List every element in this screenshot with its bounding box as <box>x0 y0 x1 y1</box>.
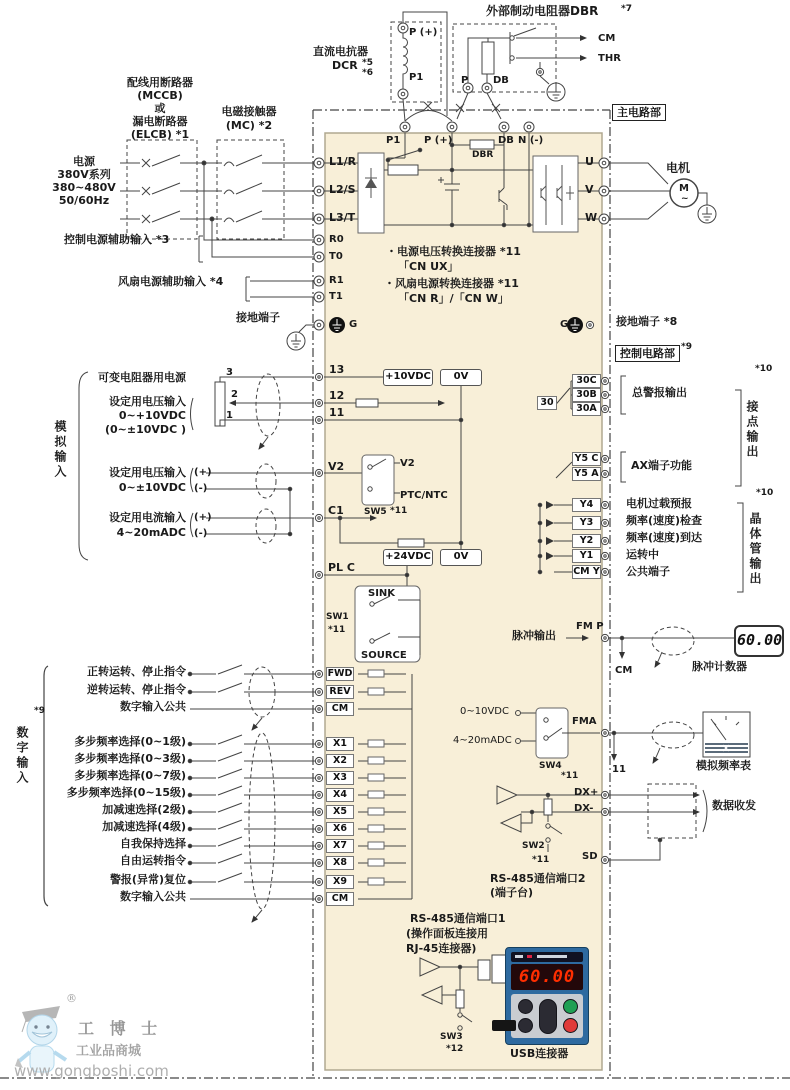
terminal-y5a: Y5 A <box>572 467 601 481</box>
stop-button[interactable] <box>563 1018 578 1033</box>
rs485-port1-label2: (操作面板连接用 <box>406 927 489 940</box>
connector-note-2b: 「CN R」/「CN W」 <box>398 292 509 305</box>
terminal-p1-top: P1 <box>386 135 401 146</box>
terminal-y2: Y2 <box>572 534 601 548</box>
keypad-panel <box>505 947 589 1045</box>
usb-connector-label: USB连接器 <box>510 1047 569 1060</box>
keypad-led <box>515 955 523 958</box>
keypad-display: 60.00 <box>511 964 583 990</box>
data-rw-label: 数据收发 <box>712 799 756 812</box>
v2-minus: (-) <box>194 483 208 494</box>
digital-label-x2: 多步频率选择(0~3级) <box>74 752 186 765</box>
v2-line1: 设定用电压输入 <box>109 466 186 479</box>
contact-output-note: *10 <box>755 364 773 374</box>
pulse-counter-label: 脉冲计数器 <box>692 660 747 673</box>
zerov-box-1: 0V <box>440 369 482 386</box>
dcr-p1-label: P1 <box>409 72 424 83</box>
y-label-common: 公共端子 <box>626 565 670 578</box>
ref-11-label: 11 <box>612 764 626 775</box>
brand-name: 工 博 士 <box>78 1019 163 1038</box>
main-circuit-section-label: 主电路部 <box>612 104 666 121</box>
terminal-x2: X2 <box>326 754 354 768</box>
v2-line2: 0~±10VDC <box>118 481 186 494</box>
sw2-note: *11 <box>532 855 550 865</box>
dbr-p-label: P <box>461 75 469 86</box>
dcr-note2: *6 <box>362 68 373 78</box>
rs485-port1-label3: RJ-45连接器) <box>406 942 477 955</box>
v2-plus: (+) <box>194 467 212 478</box>
sw1-sink-label: SINK <box>368 588 396 599</box>
digital-label-x1: 多步频率选择(0~1级) <box>74 735 186 748</box>
external-dbr <box>453 24 586 119</box>
motor-m: M <box>679 183 689 194</box>
digital-label-fwd: 正转运转、停止指令 <box>87 665 186 678</box>
terminal-y1: Y1 <box>572 549 601 563</box>
registered-mark: ® <box>66 992 77 1005</box>
terminal-y4: Y4 <box>572 498 601 512</box>
brand-tagline: 工业品商城 <box>76 1044 142 1059</box>
analog-meter-label: 模拟频率表 <box>696 759 751 772</box>
keypad-led-red <box>527 955 532 958</box>
terminal-r0: R0 <box>329 234 344 245</box>
fma-output <box>516 708 751 763</box>
terminal-30c: 30C <box>572 374 601 388</box>
plus10vdc-box: +10VDC <box>383 369 433 386</box>
ground-screw-left <box>329 317 345 333</box>
ext-dbr-note: *7 <box>621 4 632 14</box>
sw5-pos-ptc: PTC/NTC <box>400 490 448 501</box>
terminal-l1r: L1/R <box>329 155 357 168</box>
terminal-g-left: G <box>349 319 358 330</box>
terminal-n-top: N (-) <box>518 135 544 146</box>
digital-label-cm2: 数字输入公共 <box>120 890 186 903</box>
usb-cable <box>492 1020 516 1031</box>
terminal-x1: X1 <box>326 737 354 751</box>
terminal-x6: X6 <box>326 822 354 836</box>
plus24vdc-box: +24VDC <box>383 549 433 566</box>
dbr-internal-label: DBR <box>472 150 494 160</box>
dcr-title: 直流电抗器 <box>313 45 368 58</box>
sw5-note: *11 <box>390 506 408 516</box>
keypad-led-strip <box>537 955 567 958</box>
ground-symbol-left <box>287 332 305 350</box>
terminal-plc: PL C <box>328 561 355 574</box>
pulse-output-label: 脉冲输出 <box>512 629 556 642</box>
v1-line2: 0~+10VDC <box>118 409 186 422</box>
terminal-rev: REV <box>326 685 354 699</box>
sw1-source-label: SOURCE <box>361 650 407 661</box>
contact-output-group: 接点输出 <box>745 400 759 460</box>
dcr-pplus-label: P (+) <box>409 27 438 38</box>
transistor-output-note: *10 <box>756 488 774 498</box>
terminal-w: W <box>585 211 598 224</box>
watermark <box>14 992 194 1087</box>
sw1-note: *11 <box>328 625 346 635</box>
c1-line1: 设定用电流输入 <box>109 511 186 524</box>
digital-group-label: 数字输入 <box>15 726 29 786</box>
ground-screw-right <box>567 317 583 333</box>
v1-line1: 设定用电压输入 <box>109 395 186 408</box>
analog-group-label: 模拟输入 <box>53 420 67 480</box>
v1-line3: (0~±10VDC ) <box>105 423 186 436</box>
y-label-running: 运转中 <box>626 548 659 561</box>
terminal-cm1: CM <box>326 702 354 716</box>
alarm-output-label: 总警报输出 <box>632 386 687 399</box>
terminal-30a: 30A <box>572 402 601 416</box>
digital-label-rev: 逆转运转、停止指令 <box>87 683 186 696</box>
digital-group-note: *9 <box>34 706 45 716</box>
relay-coil-30: 30 <box>537 396 557 410</box>
rs485-port2-label: RS-485通信端口2 <box>490 872 586 885</box>
terminal-x9: X9 <box>326 875 354 889</box>
wiring-diagram-page: 直流电抗器 DCR *5 *6 P (+) P1 外部制动电阻器DBR *7 CM THR P DB 配线用断路器 (MCCB) 或 漏电断路器 (ELCB) *1 电磁接触器 (MC) *2 电源 380V系列 380~480V 50/60Hz 控制电源辅助输入 *3 风扇电源辅助输入 *4 接地端子 L1/R L2/S L3/T R0 T0 R1 T1 G G P1 P (+) DBR DB N (-) U V W 主电路部 电机 M ~ 接地端子 *8 控制电路部 *9 ・电源电压转换连接器 *11 「CN UX」 ・风扇电源转换连接器 *11 「CN R」/「CN W」 可变电阻器用电源 设定用电压输入 0~+10VDC (0~±10VDC ) 模拟输入 设定用电压输入 0~±10VDC (+) (-) 设定用电流输入 4~20mADC (+) (-) 3 2 1 13 12 11 +10VDC 0V V2 V2 PTC/NTC SW5 *11 C1 +24VDC 0V PL C SINK SOURCE SW1 *11 *9 数字输入 正转运转、停止指令 逆转运转、停止指令 数字输入公共 多步频率选择(0~1级) 多步频率选择(0~3级) 多步频率选择(0~7级) 多步频率选择(0~15级) 加减速选择(2级) 加减速选择(4级) 自我保持选择 自由运转指令 警报(异常)复位 数字输入公共 FWD REV CM X1 X2 X3 X4 X5 X6 X7 X8 X9 CM 30 30C 30B 30A 总警报输出 接点输出 *10 Y5 C Y5 A AX端子功能 Y4 Y3 Y2 Y1 CM Y 电机过载预报 频率(速度)检查 频率(速度)到达 运转中 公共端子 晶体管输出 *10 脉冲输出 FM P 60.00 脉冲计数器 CM 0~10VDC 4~20mADC SW4 *11 FMA 模拟频率表 11 DX+ DX- SD SW2 *11 RS-485通信端口2 (端子台) 数据收发 RS-485通信端口1 (操作面板连接用 RJ-45连接器) SW3 *12 60.00 USB连接器 ® 工 博 士 工业品商城 www.gongboshi.com <box>0 0 790 1090</box>
terminal-fwd: FWD <box>327 668 353 679</box>
c1-plus: (+) <box>194 512 212 523</box>
y-label-freq-check: 频率(速度)检查 <box>626 514 703 527</box>
sw1-label: SW1 <box>326 612 349 622</box>
terminal-g-right: G <box>560 319 569 330</box>
terminal-sd: SD <box>582 851 598 862</box>
sw4-note: *11 <box>561 771 579 781</box>
fma-volt-option: 0~10VDC <box>460 706 509 717</box>
terminal-r1: R1 <box>329 275 344 286</box>
y-label-overload: 电机过载预报 <box>626 497 692 510</box>
connector-note-1b: 「CN UX」 <box>398 260 459 273</box>
ax-function-label: AX端子功能 <box>631 459 692 472</box>
terminal-pplus-top: P (+) <box>424 135 453 146</box>
terminal-x7: X7 <box>326 839 354 853</box>
sw2-label: SW2 <box>522 841 545 851</box>
control-section-note: *9 <box>681 342 692 352</box>
motor-wave: ~ <box>681 194 689 204</box>
terminal-30b: 30B <box>572 388 601 402</box>
digital-label-x9: 警报(异常)复位 <box>109 873 186 886</box>
zerov-box-2: 0V <box>440 549 482 566</box>
terminal-x3: X3 <box>326 771 354 785</box>
sw5-label: SW5 <box>364 507 387 517</box>
cm-ref-label: CM <box>615 665 633 676</box>
terminal-11: 11 <box>329 406 345 419</box>
fnc-button[interactable] <box>518 1018 533 1033</box>
motor-label: 电机 <box>666 161 691 175</box>
ext-dbr-title: 外部制动电阻器DBR <box>486 4 599 18</box>
terminal-cmy: CM Y <box>573 566 600 577</box>
thr-label: THR <box>598 53 621 64</box>
transistor-output-group: 晶体管输出 <box>748 512 762 587</box>
dcr-note1: *5 <box>362 58 373 68</box>
sw3-note: *12 <box>446 1044 464 1054</box>
prg-button[interactable] <box>518 999 533 1014</box>
pot-pin3: 3 <box>226 367 233 378</box>
dbr-db-label: DB <box>493 75 509 86</box>
sw5-pos-v2: V2 <box>400 458 415 469</box>
connector-note-1: ・电源电压转换连接器 *11 <box>386 245 521 258</box>
pot-pin1: 1 <box>226 410 233 421</box>
y-label-freq-arrive: 频率(速度)到达 <box>626 531 703 544</box>
dcr-name: DCR <box>332 59 358 72</box>
sw3-label: SW3 <box>440 1032 463 1042</box>
terminal-dx-plus: DX+ <box>574 787 599 798</box>
terminal-x5: X5 <box>326 805 354 819</box>
terminal-fmp: FM P <box>576 621 604 632</box>
terminal-c1: C1 <box>328 504 344 517</box>
ground-symbol-motor <box>698 205 716 223</box>
terminal-db-top: DB <box>498 135 514 146</box>
terminal-dx-minus: DX- <box>574 803 594 814</box>
terminal-x8: X8 <box>326 856 354 870</box>
terminal-t1: T1 <box>329 291 343 302</box>
terminal-l3t: L3/T <box>329 211 356 224</box>
updown-button[interactable] <box>539 999 557 1034</box>
connector-note-2: ・风扇电源转换连接器 *11 <box>384 277 519 290</box>
digital-label-x7: 自我保持选择 <box>120 837 186 850</box>
fma-curr-option: 4~20mADC <box>453 735 512 746</box>
keypad-buttons <box>511 994 583 1038</box>
pot-power-label: 可变电阻器用电源 <box>98 371 186 384</box>
keypad-status-bar <box>511 952 583 962</box>
terminal-y3: Y3 <box>572 516 601 530</box>
digital-label-cm1: 数字输入公共 <box>120 700 186 713</box>
control-circuit-section-label: 控制电路部 <box>615 345 680 362</box>
terminal-l2s: L2/S <box>329 183 356 196</box>
terminal-y5c: Y5 C <box>572 452 601 466</box>
digital-label-x4: 多步频率选择(0~15级) <box>66 786 186 799</box>
aux-control-label: 控制电源辅助输入 *3 <box>64 233 170 246</box>
cm-top-label: CM <box>598 33 616 44</box>
terminal-v: V <box>585 183 594 196</box>
digital-label-x8: 自由运转指令 <box>120 854 186 867</box>
digital-label-x5: 加减速选择(2级) <box>102 803 186 816</box>
c1-line2: 4~20mADC <box>116 526 186 539</box>
run-button[interactable] <box>563 999 578 1014</box>
rs485-port2-label2: (端子台) <box>490 886 534 899</box>
terminal-12: 12 <box>329 389 345 402</box>
digital-label-x3: 多步频率选择(0~7级) <box>74 769 186 782</box>
terminal-cm2: CM <box>326 892 354 906</box>
terminal-13: 13 <box>329 363 345 376</box>
terminal-v2: V2 <box>328 460 345 473</box>
digital-label-x6: 加减速选择(4级) <box>102 820 186 833</box>
c1-minus: (-) <box>194 528 208 539</box>
terminal-t0: T0 <box>329 251 343 262</box>
aux-fan-label: 风扇电源辅助输入 *4 <box>118 275 224 288</box>
brand-url: www.gongboshi.com <box>14 1062 169 1080</box>
sw4-label: SW4 <box>539 761 562 771</box>
pot-pin2: 2 <box>231 389 238 400</box>
ground-left-label: 接地端子 <box>236 311 280 324</box>
terminal-fma: FMA <box>572 716 597 727</box>
terminal-u: U <box>585 155 594 168</box>
rs485-port1-label: RS-485通信端口1 <box>410 912 506 925</box>
terminal-x4: X4 <box>326 788 354 802</box>
ground-right-label: 接地端子 *8 <box>616 315 678 328</box>
pulse-counter-display: 60.00 <box>737 631 783 649</box>
